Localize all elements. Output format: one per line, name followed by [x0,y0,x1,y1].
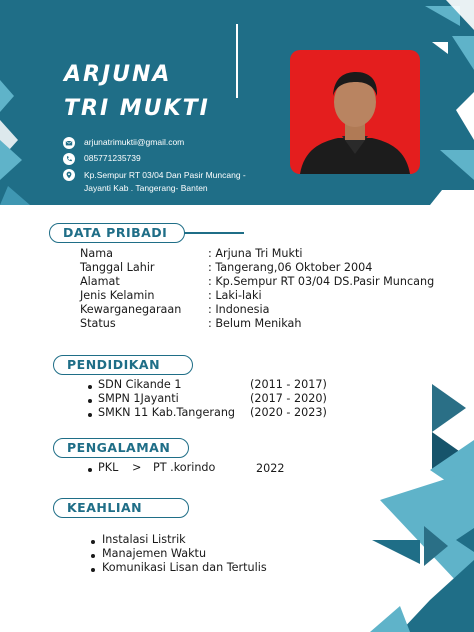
years-2: (2017 - 2020) [250,392,327,405]
value-nama: : Arjuna Tri Mukti [208,247,303,260]
experience-year: 2022 [256,462,285,475]
label-status: Status [80,317,116,330]
phone-text: 085771235739 [84,153,141,163]
section-title-keahlian: KEAHLIAN [53,498,189,518]
section-title-data-pribadi: DATA PRIBADI [49,223,185,243]
skill-2: Manajemen Waktu [102,547,207,560]
value-status: : Belum Menikah [208,317,302,330]
bullet [91,568,95,572]
label-kewarganegaraan: Kewarganegaraan [80,303,182,316]
location-pin-icon [63,169,75,181]
experience-company: PT .korindo [153,461,216,474]
contact-address [63,169,246,195]
bullet [88,468,92,472]
email-text: arjunatrimuktii@gmail.com [84,137,185,147]
bullet [88,385,92,389]
first-name: ARJUNA [64,62,172,87]
label-nama: Nama [80,247,113,260]
value-tanggal-lahir: : Tangerang,06 Oktober 2004 [208,261,373,274]
contact-email [63,136,184,149]
envelope-icon [63,137,75,149]
bullet [91,540,95,544]
bullet [91,554,95,558]
label-alamat: Alamat [80,275,120,288]
phone-icon [63,153,75,165]
bullet [88,413,92,417]
label-jenis-kelamin: Jenis Kelamin [80,289,155,302]
skill-3: Komunikasi Lisan dan Tertulis [102,561,267,574]
divider-line [236,24,238,98]
value-jenis-kelamin: : Laki-laki [208,289,262,302]
header-banner [0,0,474,205]
experience-role: PKL [98,461,119,474]
data-pribadi-rule [180,232,244,234]
school-1: SDN Cikande 1 [98,378,182,391]
value-alamat: : Kp.Sempur RT 03/04 DS.Pasir Muncang [208,275,435,288]
years-3: (2020 - 2023) [250,406,327,419]
address-line-2: Jayanti Kab . Tangerang- Banten [84,183,208,193]
person-silhouette [290,50,420,174]
years-1: (2011 - 2017) [250,378,327,391]
school-2: SMPN 1Jayanti [98,392,179,405]
section-title-pendidikan: PENDIDIKAN [53,355,193,375]
school-3: SMKN 11 Kab.Tangerang [98,406,236,419]
address-line-1: Kp.Sempur RT 03/04 Dan Pasir Muncang - [84,170,246,180]
experience-arrow: > [132,461,142,474]
contact-phone [63,152,141,165]
last-name: TRI MUKTI [64,96,210,121]
section-title-pengalaman: PENGALAMAN [53,438,189,458]
label-tanggal-lahir: Tanggal Lahir [80,261,155,274]
bullet [88,399,92,403]
skill-1: Instalasi Listrik [102,533,186,546]
profile-photo [290,50,420,174]
value-kewarganegaraan: : Indonesia [208,303,270,316]
